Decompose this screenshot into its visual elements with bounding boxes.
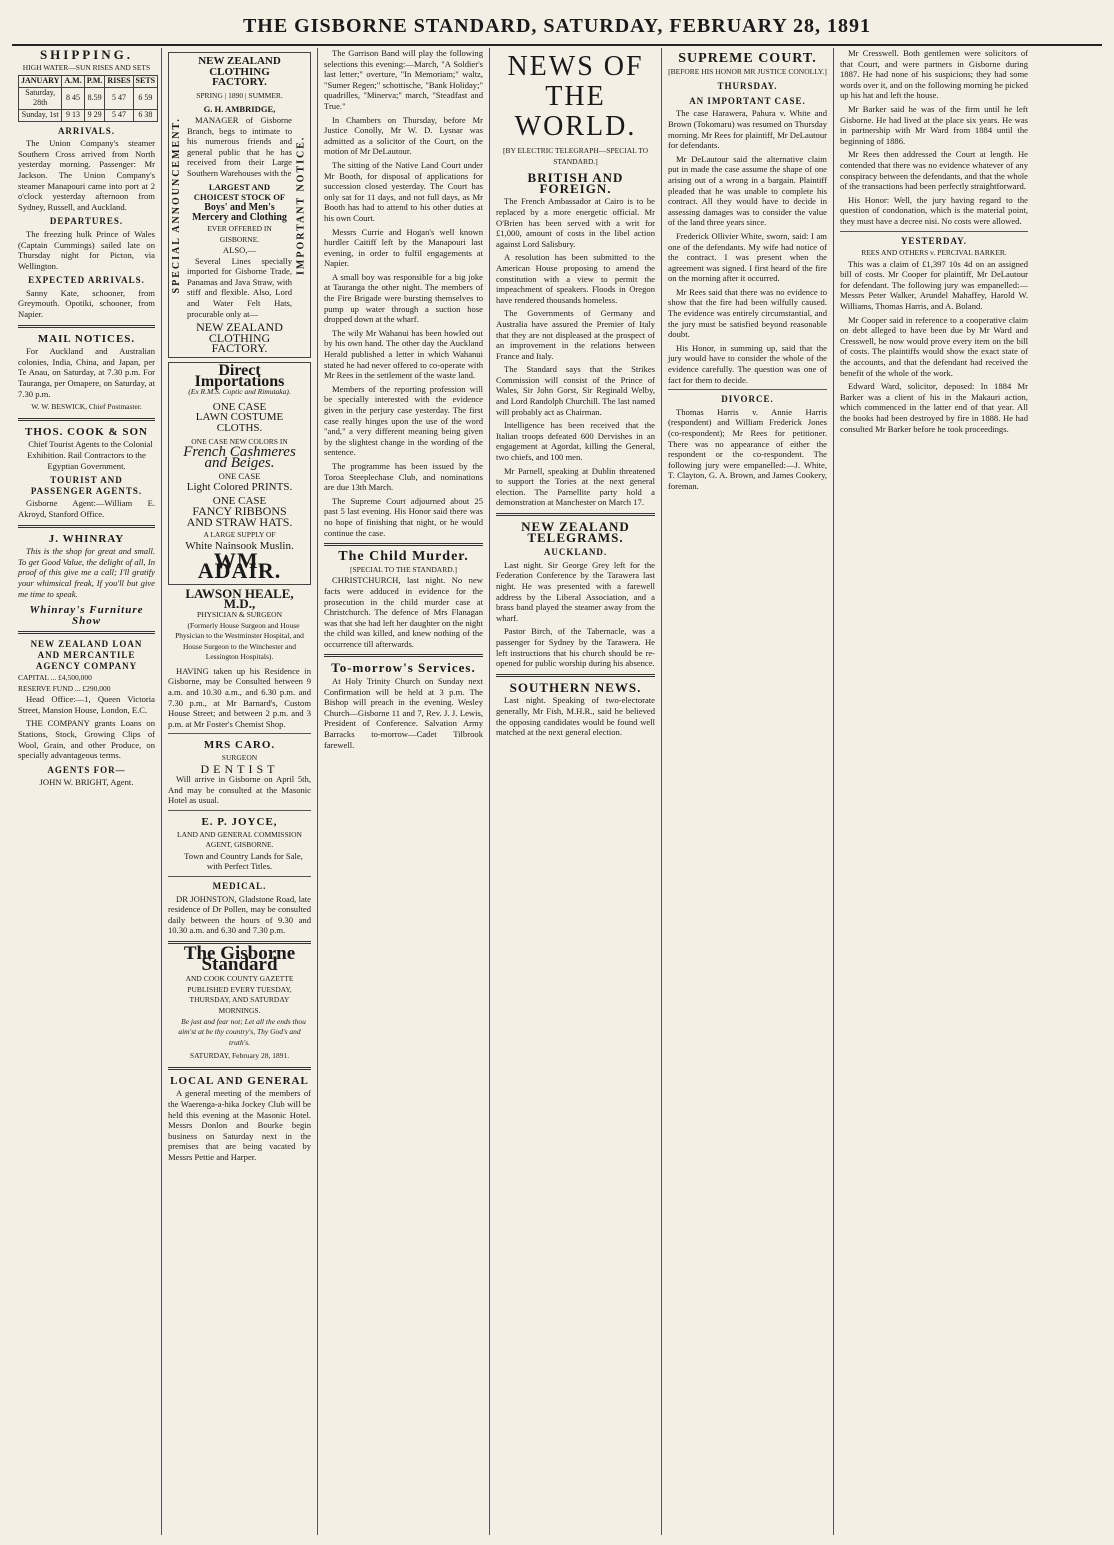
divider [324, 543, 483, 546]
court-paragraph: Mr Barker said he was of the firm until he left Gisborne. He had lived at the place six years. He was in partnership with Mr Ward from 1884 until the beginning of 1886. [840, 103, 1028, 146]
auckland-heading: AUCKLAND. [543, 547, 608, 558]
whinray-heading: J. WHINRAY [48, 532, 125, 545]
tide-col: RISES [105, 76, 133, 88]
sideways-right: IMPORTANT NOTICE. [295, 135, 307, 275]
tide-table [18, 75, 158, 121]
clothing-factory-ad [168, 52, 311, 358]
nzlm-text: THE COMPANY grants Loans on Stations, Stock, Growing Clips of Wool, Grain, and other Produce, on specially advantageous terms. [18, 718, 155, 761]
heale-notice: HAVING taken up his Residence in Gisborne, may be Consulted between 9 a.m. and 10.30 a.m., and 6.30 p.m. and 7.30 p.m., at Mr Barnard's, Custom House Street; and between 2 p.m. and 3 p.m. at Mr Foster's Chemist Shop. [168, 665, 311, 729]
nzlm-office: Head Office:—1, Queen Victoria Street, Mansion House, London, E.C. [18, 694, 155, 715]
masthead [12, 8, 1102, 46]
local-paragraph: The Supreme Court adjourned about 25 past 5 last evening. His Honor said there was no hope of finishing that night, or he would continue the case. [324, 495, 483, 538]
column-shipping [12, 48, 162, 1535]
tide-col: A.M. [62, 76, 84, 88]
child-murder-sub: [SPECIAL TO THE STANDARD.] [349, 564, 458, 574]
supreme-court-heading: SUPREME COURT. [678, 51, 817, 66]
nz-telegrams-heading: NEW ZEALAND TELEGRAMS. [521, 519, 630, 545]
divider [168, 810, 311, 811]
southern-news-heading: SOUTHERN NEWS. [509, 679, 642, 695]
column-court [662, 48, 834, 1535]
column-ads [162, 48, 318, 1535]
column-court-continued [834, 48, 1034, 1535]
nz-factory-footer: NEW ZEALAND CLOTHING FACTORY. [196, 320, 283, 356]
divider [168, 876, 311, 877]
dateline: SATURDAY, February 28, 1891. [189, 1051, 290, 1061]
local-paragraph: The sitting of the Native Land Court under Mr Booth, for disposal of applications for succession closed yesterday. The Court has only sat for 11 days, and not full days, as Mr Booth has had to attend to his other duties at his own Court. [324, 159, 483, 223]
court-paragraph: His Honor: Well, the jury having regard to the question of condonation, which is the material point, they must have a decree nisi. No costs were allowed. [840, 194, 1028, 226]
news-paragraph: The Standard says that the Strikes Commission will consist of the Prince of Wales, Sir John Gorst, Sir Reginald Welby, and Lord Randolph Churchill. The last named will probably act as Chairman. [496, 364, 655, 417]
mail-signature: W. W. BESWICK, Chief Postmaster. [31, 402, 142, 412]
divider [668, 389, 827, 390]
direct-sub: (Ex R.M.S. Coptic and Rimutaka). [188, 387, 291, 397]
joyce-text: Town and Country Lands for Sale, with Perfect Titles. [184, 850, 303, 872]
court-paragraph: His Honor, in summing up, said that the jury would have to consider the whole of the evidence carefully. The question was one of fact for them to decide. [668, 342, 827, 385]
one-case: ONE CASE [218, 471, 261, 482]
nainsook-line: White Nainsook Muslin. [185, 539, 294, 552]
sideways-left: SPECIAL ANNOUNCEMENT. [170, 116, 182, 294]
local-heading: LOCAL AND GENERAL [170, 1074, 309, 1087]
tide-col: P.M. [84, 76, 105, 88]
tide-cell: Sunday, 1st [19, 109, 62, 121]
divider [168, 1067, 311, 1070]
court-paragraph: Mr Rees then addressed the Court at length. He contended that there was no evidence whatever of any conspiracy between the defendants, and that the whole of the transactions had been perfectly straightforward. [840, 149, 1028, 192]
nzlm-capital: CAPITAL ... £4,500,000 [18, 673, 92, 683]
heale-text: (Formerly House Surgeon and House Physician to the Westminster Hospital, and House Surgeon to the Winchester and Lessington Hospitals). [175, 620, 304, 662]
divider [168, 733, 311, 734]
local-paragraph: A small boy was responsible for a big joke at Tauranga the other night. The members of the Fire Brigade were bursting themselves to pump up water through a suction hose dropped down at the wharf. [324, 271, 483, 325]
also-text: Several Lines specially imported for Gisborne Trade, Panamas and Java Straw, with stiff and flexible. Also, Lord and Water Felt Hats, procurable only at— [187, 255, 292, 319]
mail-heading: MAIL NOTICES. [37, 332, 136, 345]
medical-text: DR JOHNSTON, Gladstone Road, late residence of Dr Pollen, may be consulted daily between the hours of 9.30 and 10.30 a.m. and 6.30 and 7.30 p.m. [168, 893, 311, 936]
medical-heading: MEDICAL. [212, 880, 267, 891]
news-paragraph: The French Ambassador at Cairo is to be replaced by a more energetic official. Mr O'Brien has been served with a writ for £1,000, amount of costs in the libel action against Lord Salisbury. [496, 196, 655, 249]
gazette-sub: AND COOK COUNTY GAZETTE [185, 974, 294, 984]
ambridge-name: G. H. AMBRIDGE, [203, 104, 276, 115]
court-paragraph: The case Harawera, Pahura v. White and Brown (Tokomaru) was resumed on Thursday morning. Mr Rees for plaintiff, Mr DeLautour for defendants. [668, 108, 827, 151]
caro-text: Will arrive in Gisborne on April 5th, And may be consulted at the Masonic Hotel as usual. [168, 774, 311, 806]
arrivals-heading: ARRIVALS. [57, 125, 116, 136]
news-paragraph: The Governments of Germany and Australia have assured the Premier of Italy that they are not displeased at the prospect of an improvement in the relations between France and Italy. [496, 308, 655, 361]
yesterday-heading: YESTERDAY. [900, 235, 968, 246]
agents-signature: JOHN W. BRIGHT, Agent. [39, 777, 134, 788]
direct-importations-ad [168, 362, 311, 585]
shipping-heading: SHIPPING. [39, 48, 134, 62]
joyce-sub: LAND AND GENERAL COMMISSION AGENT, GISBORNE. [177, 829, 302, 850]
divider [18, 525, 155, 528]
column-news [490, 48, 662, 1535]
news-paragraph: Last night. Sir George Grey left for the Federation Conference by the Tarawera last night. He was presented with a farewell address by the Liberal Association, and a brass band played the steamer away from the wharf. [496, 559, 655, 623]
court-sub: [BEFORE HIS HONOR MR JUSTICE CONOLLY.] [668, 66, 827, 76]
court-paragraph: Frederick Ollivier White, sworn, said: I am one of the defendants. My wife had notice of the contract. I was present when the agreement was signed. I first heard of the fire on the morning after it occurred. [668, 230, 827, 284]
divider [18, 631, 155, 634]
new-colors: ONE CASE NEW COLORS IN [191, 436, 288, 446]
masthead-title: THE GISBORNE STANDARD, SATURDAY, FEBRUARY 28, 1891 [242, 14, 872, 37]
news-of-world-title: NEWS OF THE WORLD. [507, 51, 644, 142]
tide-cell: 8 45 [62, 87, 84, 109]
column-local [318, 48, 490, 1535]
british-foreign-heading: BRITISH AND FOREIGN. [527, 170, 624, 196]
one-case: ONE CASE [212, 494, 267, 507]
tide-cell: Saturday, 28th [19, 87, 62, 109]
nzlm-heading: NEW ZEALAND LOAN AND MERCANTILE AGENCY COMPANY [30, 639, 143, 671]
local-paragraph: The wily Mr Wahanui has been howled out by his own hand. The other day the Auckland Herald published a letter in which Wahanui stated he had never offered to co-operate with Mr Rees in the settlement of the waste land. [324, 327, 483, 381]
services-text: At Holy Trinity Church on Sunday next Confirmation will be held at 3 p.m. The Bishop will preach in the evening. Wesley Church—Gisborne 11 and 7, Rev. J. J. Lewis, President of Conference. Salvation Army Barracks to-morrow—Cadet Tilbrook farewell. [324, 676, 483, 750]
court-paragraph: This was a claim of £1,397 10s 4d on an assigned bill of costs. Mr Cooper for plaintiff, Mr DeLautour for defendant. The following jury was empanelled:—Messrs Peter Walker, Arundel Mahaffey, Harold W. Williams, Thomas Harris, and A. Boland. [840, 258, 1028, 312]
child-murder-text: CHRISTCHURCH, last night. No new facts were adduced in evidence for the prosecution in the child murder case at Christchurch. The defence of Mrs Flanagan was that she had left her daughter on the night the child was killed, and knew nothing of the occurrence till afterwards. [324, 575, 483, 649]
largest-stock: LARGEST AND CHOICEST STOCK OF [193, 181, 286, 203]
dentist-line: DENTIST [200, 761, 279, 776]
nzlm-reserve: RESERVE FUND ... £290,000 [18, 683, 111, 693]
offered-line: EVER OFFERED IN GISBORNE. [207, 223, 272, 244]
local-paragraph: In Chambers on Thursday, before Mr Justice Conolly, Mr W. D. Lysnar was admitted as a solicitor of the Court, on the motion of Mr DeLautour. [324, 114, 483, 157]
furniture-heading: Whinray's Furniture Show [29, 604, 144, 627]
court-paragraph: Mr DeLautour said the alternative claim put in made the case assume the shape of one arising out of a wrong in a bargain. Plaintiff pleaded that he was unable to complete his contract. All they would have to decide in assessing damages was to consider the value of the land three years since. [668, 153, 827, 228]
divider [18, 325, 155, 328]
cook-agent: Gisborne Agent:—William E. Akroyd, Stanford Office. [18, 498, 155, 519]
cook-subheading: TOURIST AND PASSENGER AGENTS. [30, 475, 143, 496]
news-paragraph: Pastor Birch, of the Tabernacle, was a passenger for Sydney by the Tarawera. He left instructions that his church should be re-opened for public worship during his absence. [496, 626, 655, 669]
tide-col: SETS [133, 76, 158, 88]
tide-heading: HIGH WATER—SUN RISES AND SETS [22, 62, 151, 72]
divider [324, 654, 483, 657]
divider [496, 674, 655, 677]
adair-name: WM. ADAIR. [197, 547, 282, 584]
local-paragraph: Messrs Currie and Hogan's well known hurdler Caitiff left by the Manapouri last evening, in order to fulfil engagements at Napier. [324, 226, 483, 269]
divider [840, 231, 1028, 232]
large-supply: A LARGE SUPPLY OF [203, 530, 276, 540]
tide-header-row [19, 76, 158, 88]
news-paragraph: A resolution has been submitted to the American House proposing to amend the constitution with a view to permit the impeachment of speakers. Floods in Oregon have rendered thousands homeless. [496, 252, 655, 305]
tide-col: JANUARY [19, 76, 62, 88]
local-paragraph: The programme has been issued by the Toroa Steeplechase Club, and nominations are due 13th March. [324, 460, 483, 493]
joyce-heading: E. P. JOYCE, [201, 816, 278, 828]
tide-cell: 5 47 [105, 87, 133, 109]
straw-hats: AND STRAW HATS. [186, 514, 293, 529]
tide-cell: 6 38 [133, 109, 158, 121]
departures-text: The freezing hulk Prince of Wales (Captain Cummings) sailed late on Thursday night for Picton, via Wellington. [18, 228, 155, 271]
lawn-cloths: LAWN COSTUME CLOTHS. [195, 411, 284, 434]
tide-row [19, 109, 158, 121]
news-paragraph: Last night. Speaking of two-electorate generally, Mr Fish, M.H.R., said he believed the opposing candidates would be found well matched at the next general election. [496, 695, 655, 738]
expected-heading: EXPECTED ARRIVALS. [28, 275, 145, 286]
fancy-ribbons: FANCY RIBBONS [192, 504, 287, 519]
tide-cell: 5 47 [105, 109, 133, 121]
case-heading: AN IMPORTANT CASE. [689, 95, 806, 106]
court-paragraph: Edward Ward, solicitor, deposed: In 1884 Mr Barker was a client of his in the Makauri action, which commenced in the latter end of that year. All the books had been destroyed by fire in 1888. He had consulted Mr Barker before he took proceedings. [840, 381, 1028, 434]
season-line: SPRING | 1890 | SUMMER. [196, 90, 283, 100]
published-line: PUBLISHED EVERY TUESDAY, THURSDAY, AND SATURDAY MORNINGS. [187, 984, 292, 1015]
manager-text: MANAGER of Gisborne Branch, begs to intimate to his numerous friends and general public that he has received from their Large Southern Warehouses with the [187, 114, 292, 178]
court-paragraph: Thomas Harris v. Annie Harris (respondent) and William Frederick Jones (co-respondent); Mr Rees for petitioner. There was no appearance of either the respondent or the co-respondent. The following jury were empanelled:—J. White, T. Clayton, G. A. Brown, and James Cookery, foreman. [668, 406, 827, 491]
caro-heading: MRS CARO. [203, 739, 276, 752]
french-cashmeres: French Cashmeres and Beiges. [183, 444, 296, 471]
columns [12, 48, 1102, 1535]
tide-row [19, 87, 158, 109]
court-paragraph: Mr Rees said that there was no evidence to show that the fire had been wilfully caused. The evidence was entirely circumstantial, and the jury must be satisfied beyond reasonable doubt. [668, 286, 827, 340]
heale-sub: PHYSICIAN & SURGEON [196, 609, 282, 619]
expected-text: Sanny Kate, schooner, from Greymouth. Opotiki, schooner, from Napier. [18, 287, 155, 320]
court-paragraph: Mr Cresswell. Both gentlemen were solicitors of that Court, and were partners in Gisborne during 1887. He had none of his suspicions; they had some words over it, and on the following morning he picked up his hat and left the house. [840, 48, 1028, 101]
thursday-heading: THURSDAY. [717, 81, 778, 92]
nz-factory-heading: NEW ZEALAND CLOTHING FACTORY. [198, 55, 281, 89]
tide-cell: 8.59 [84, 87, 105, 109]
local-paragraph: Members of the reporting profession will be specially interested with the evidence given in the perjury case yesterday. The first case really hinges upon the use of the word "and," a very different meaning being given by the slightest change in the wording of the sentence. [324, 383, 483, 458]
divider [18, 418, 155, 421]
services-heading: To-morrow's Services. [331, 660, 476, 676]
divider [496, 513, 655, 516]
yesterday-sub: REES AND OTHERS v. PERCIVAL BARKER. [861, 248, 1007, 258]
news-sub: [BY ELECTRIC TELEGRAPH—SPECIAL TO STANDARD.] [502, 146, 649, 166]
arrivals-text: The Union Company's steamer Southern Cross arrived from North yesterday morning. Passenger: Mr Jackson. The Union Company's steamer Manapouri came into port at 2 o'clock yesterday afternoon from Sydney, Russell, and Auckland. [18, 138, 155, 212]
news-paragraph: Mr Parnell, speaking at Dublin threatened to support the Tories at the next general election. The Parnellite party hold a demonstration at Manchester on March 17. [496, 465, 655, 508]
cook-text: Chief Tourist Agents to the Colonial Exhibition. Rail Contractors to the Egyptian Government. [27, 439, 153, 471]
agents-heading: AGENTS FOR— [47, 764, 126, 775]
one-case: ONE CASE [212, 400, 267, 413]
local-text: A general meeting of the members of the Waerenga-a-hika Jockey Club will be held this evening at the Masonic Hotel. Messrs Donlon and Bourke begin business on Saturday next in the premises that are being vacated by Messrs Pettie and Harper. [168, 1088, 311, 1163]
heale-heading: LAWSON HEALE, M.D., [185, 585, 294, 612]
also-line: ALSO,— [222, 245, 257, 256]
departures-heading: DEPARTURES. [49, 216, 124, 227]
news-paragraph: Intelligence has been received that the Italian troops defeated 600 Dervishes in an engagement at Agordat, killing the General, two chiefs, and 100 men. [496, 420, 655, 463]
mail-text: For Auckland and Australian colonies, India, China, and Japan, per Te Anau, on Saturday, at 7.30 p.m. For Tauranga, per Omapere, on Saturday, at 7.30 p.m. [18, 346, 155, 399]
direct-heading: Direct Importations [194, 362, 285, 390]
divorce-heading: DIVORCE. [721, 394, 774, 405]
motto: Be just and fear not; Let all the ends thou aim'st at be thy country's, Thy God's and truth's. [178, 1016, 306, 1047]
gazette-title: The Gisborne Standard [183, 942, 296, 975]
prints-line: Light Colored PRINTS. [186, 480, 293, 493]
tide-cell: 6 59 [133, 87, 158, 109]
tide-cell: 9 13 [62, 109, 84, 121]
cook-heading: THOS. COOK & SON [25, 425, 148, 438]
caro-sub: SURGEON [221, 753, 258, 763]
boys-clothing: Boys' and Men's Mercery and Clothing [192, 201, 287, 224]
court-paragraph: Mr Cooper said in reference to a cooperative claim on debt alleged to have been due by Mr Ward and Cresswell, he now would prove every item on the bill of costs. The plaintiffs would show the exact state of the accounts, and that the defendant had received the benefit of the whole of the work. [840, 314, 1028, 378]
tide-cell: 9 29 [84, 109, 105, 121]
whinray-text: This is the shop for great and small. To get Good Value, the delight of all, In proof of this give me a call; I'll gratify your whimsical freak, If you'll but give me time to speak. [18, 546, 155, 599]
local-paragraph: The Garrison Band will play the following selections this evening:—March, "A Soldier's last letter;" overture, "In Memoriam;" waltz, "Sumer Regen;" schottische, "Bank Holiday;" quadrilles, "Minerva;" march, "Steadfast and True." [324, 48, 483, 111]
child-murder-heading: The Child Murder. [338, 549, 469, 565]
